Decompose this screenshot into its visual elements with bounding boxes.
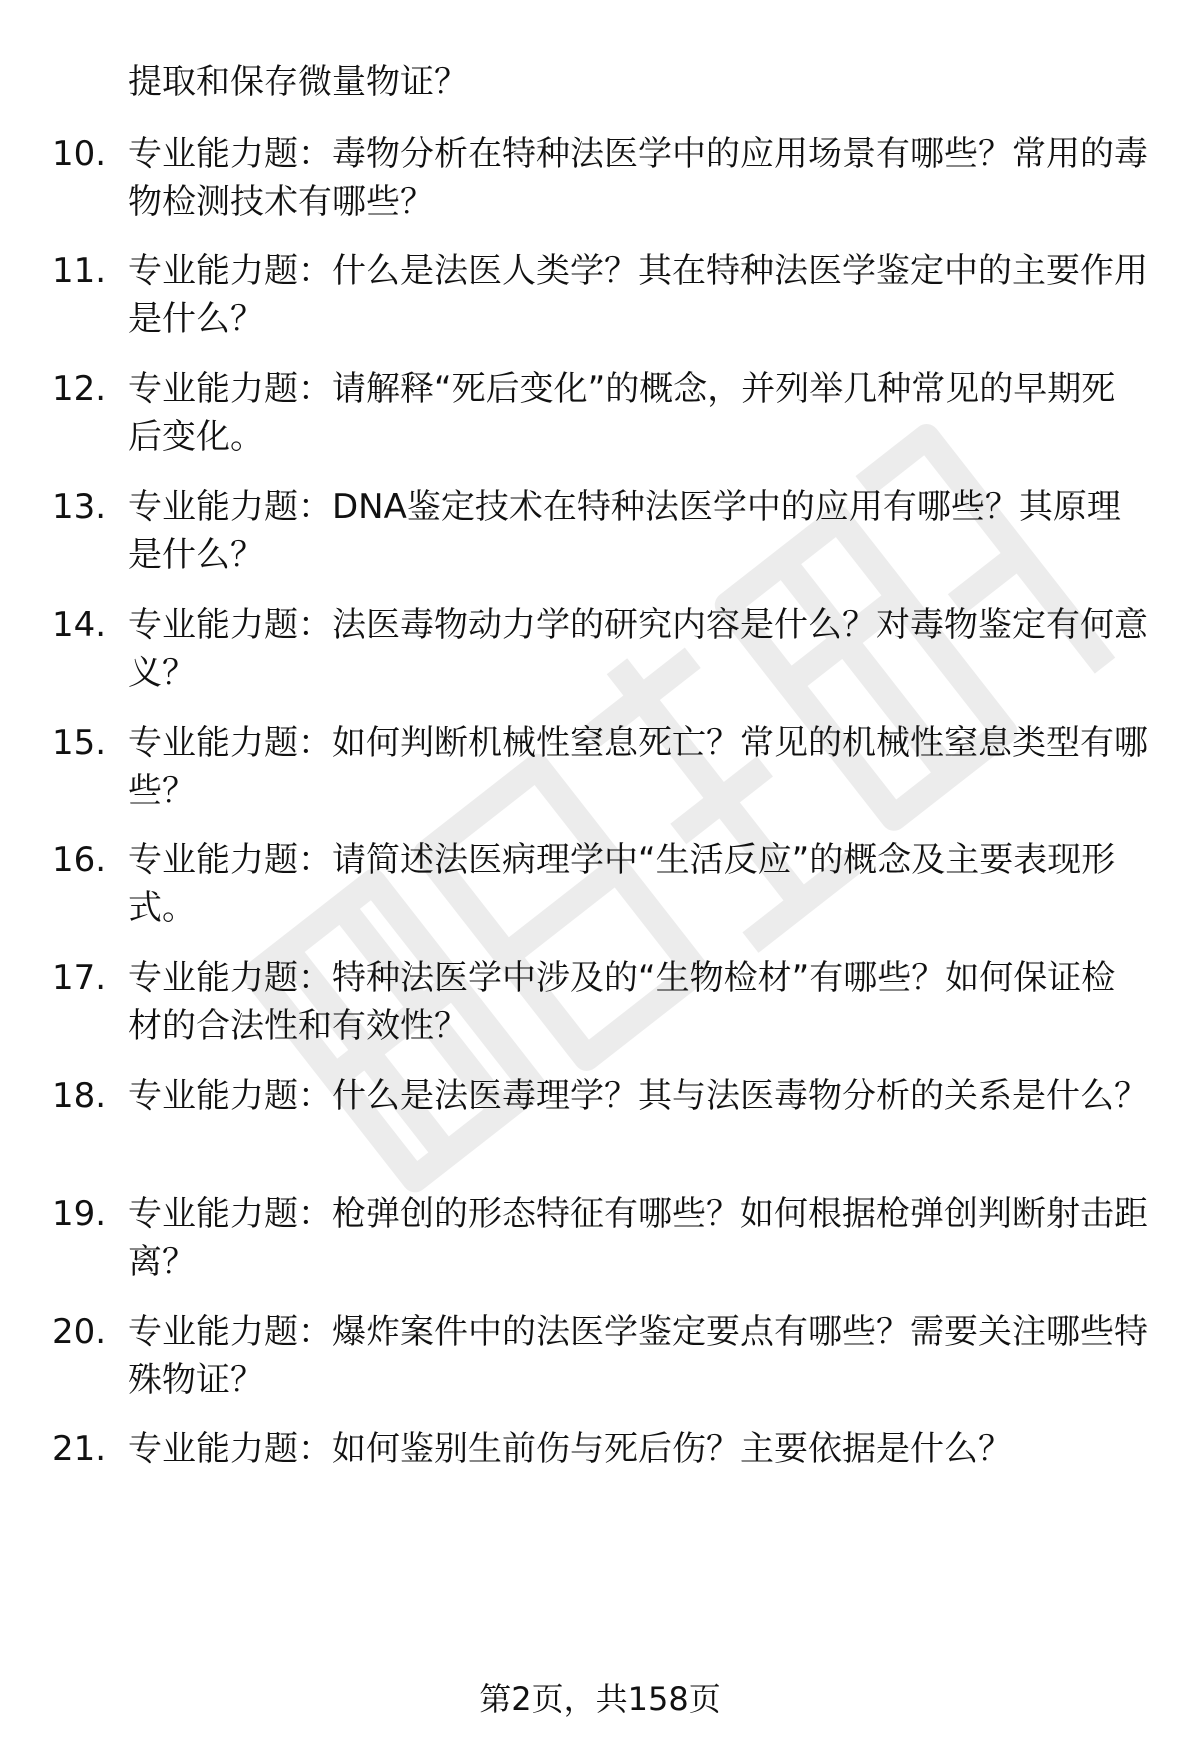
question-text: 专业能力题：DNA鉴定技术在特种法医学中的应用有哪些？其原理是什么？ (128, 487, 1121, 575)
question-text: 专业能力题：请简述法医病理学中“生活反应”的概念及主要表现形式。 (128, 840, 1116, 928)
question-number: 21. (52, 1429, 107, 1469)
question-number: 14. (52, 605, 107, 645)
question-number: 16. (52, 840, 107, 880)
question-text: 专业能力题：什么是法医人类学？其在特种法医学鉴定中的主要作用是什么？ (128, 251, 1148, 339)
question-number: 11. (52, 251, 107, 291)
question-text: 专业能力题：特种法医学中涉及的“生物检材”有哪些？如何保证检材的合法性和有效性？ (128, 958, 1116, 1046)
page-footer: 第2页，共158页 (479, 1680, 721, 1718)
continuation-text: 提取和保存微量物证？ (128, 62, 468, 102)
question-text: 专业能力题：爆炸案件中的法医学鉴定要点有哪些？需要关注哪些特殊物证？ (128, 1312, 1148, 1400)
question-number: 10. (52, 134, 107, 174)
question-text: 专业能力题：什么是法医毒理学？其与法医毒物分析的关系是什么？ (128, 1076, 1148, 1116)
question-text: 专业能力题：枪弹创的形态特征有哪些？如何根据枪弹创判断射击距离？ (128, 1194, 1148, 1282)
question-number: 17. (52, 958, 107, 998)
question-number: 19. (52, 1194, 107, 1234)
question-number: 18. (52, 1076, 107, 1116)
question-number: 20. (52, 1312, 107, 1352)
question-number: 13. (52, 487, 107, 527)
question-text: 专业能力题：毒物分析在特种法医学中的应用场景有哪些？常用的毒物检测技术有哪些？ (128, 134, 1148, 222)
question-number: 12. (52, 369, 107, 409)
question-text: 专业能力题：请解释“死后变化”的概念，并列举几种常见的早期死后变化。 (128, 369, 1116, 457)
question-text: 专业能力题：如何判断机械性窒息死亡？常见的机械性窒息类型有哪些？ (128, 723, 1148, 811)
question-text: 专业能力题：法医毒物动力学的研究内容是什么？对毒物鉴定有何意义？ (128, 605, 1148, 693)
question-text: 专业能力题：如何鉴别生前伤与死后伤？主要依据是什么？ (128, 1429, 1012, 1469)
question-number: 15. (52, 723, 107, 763)
